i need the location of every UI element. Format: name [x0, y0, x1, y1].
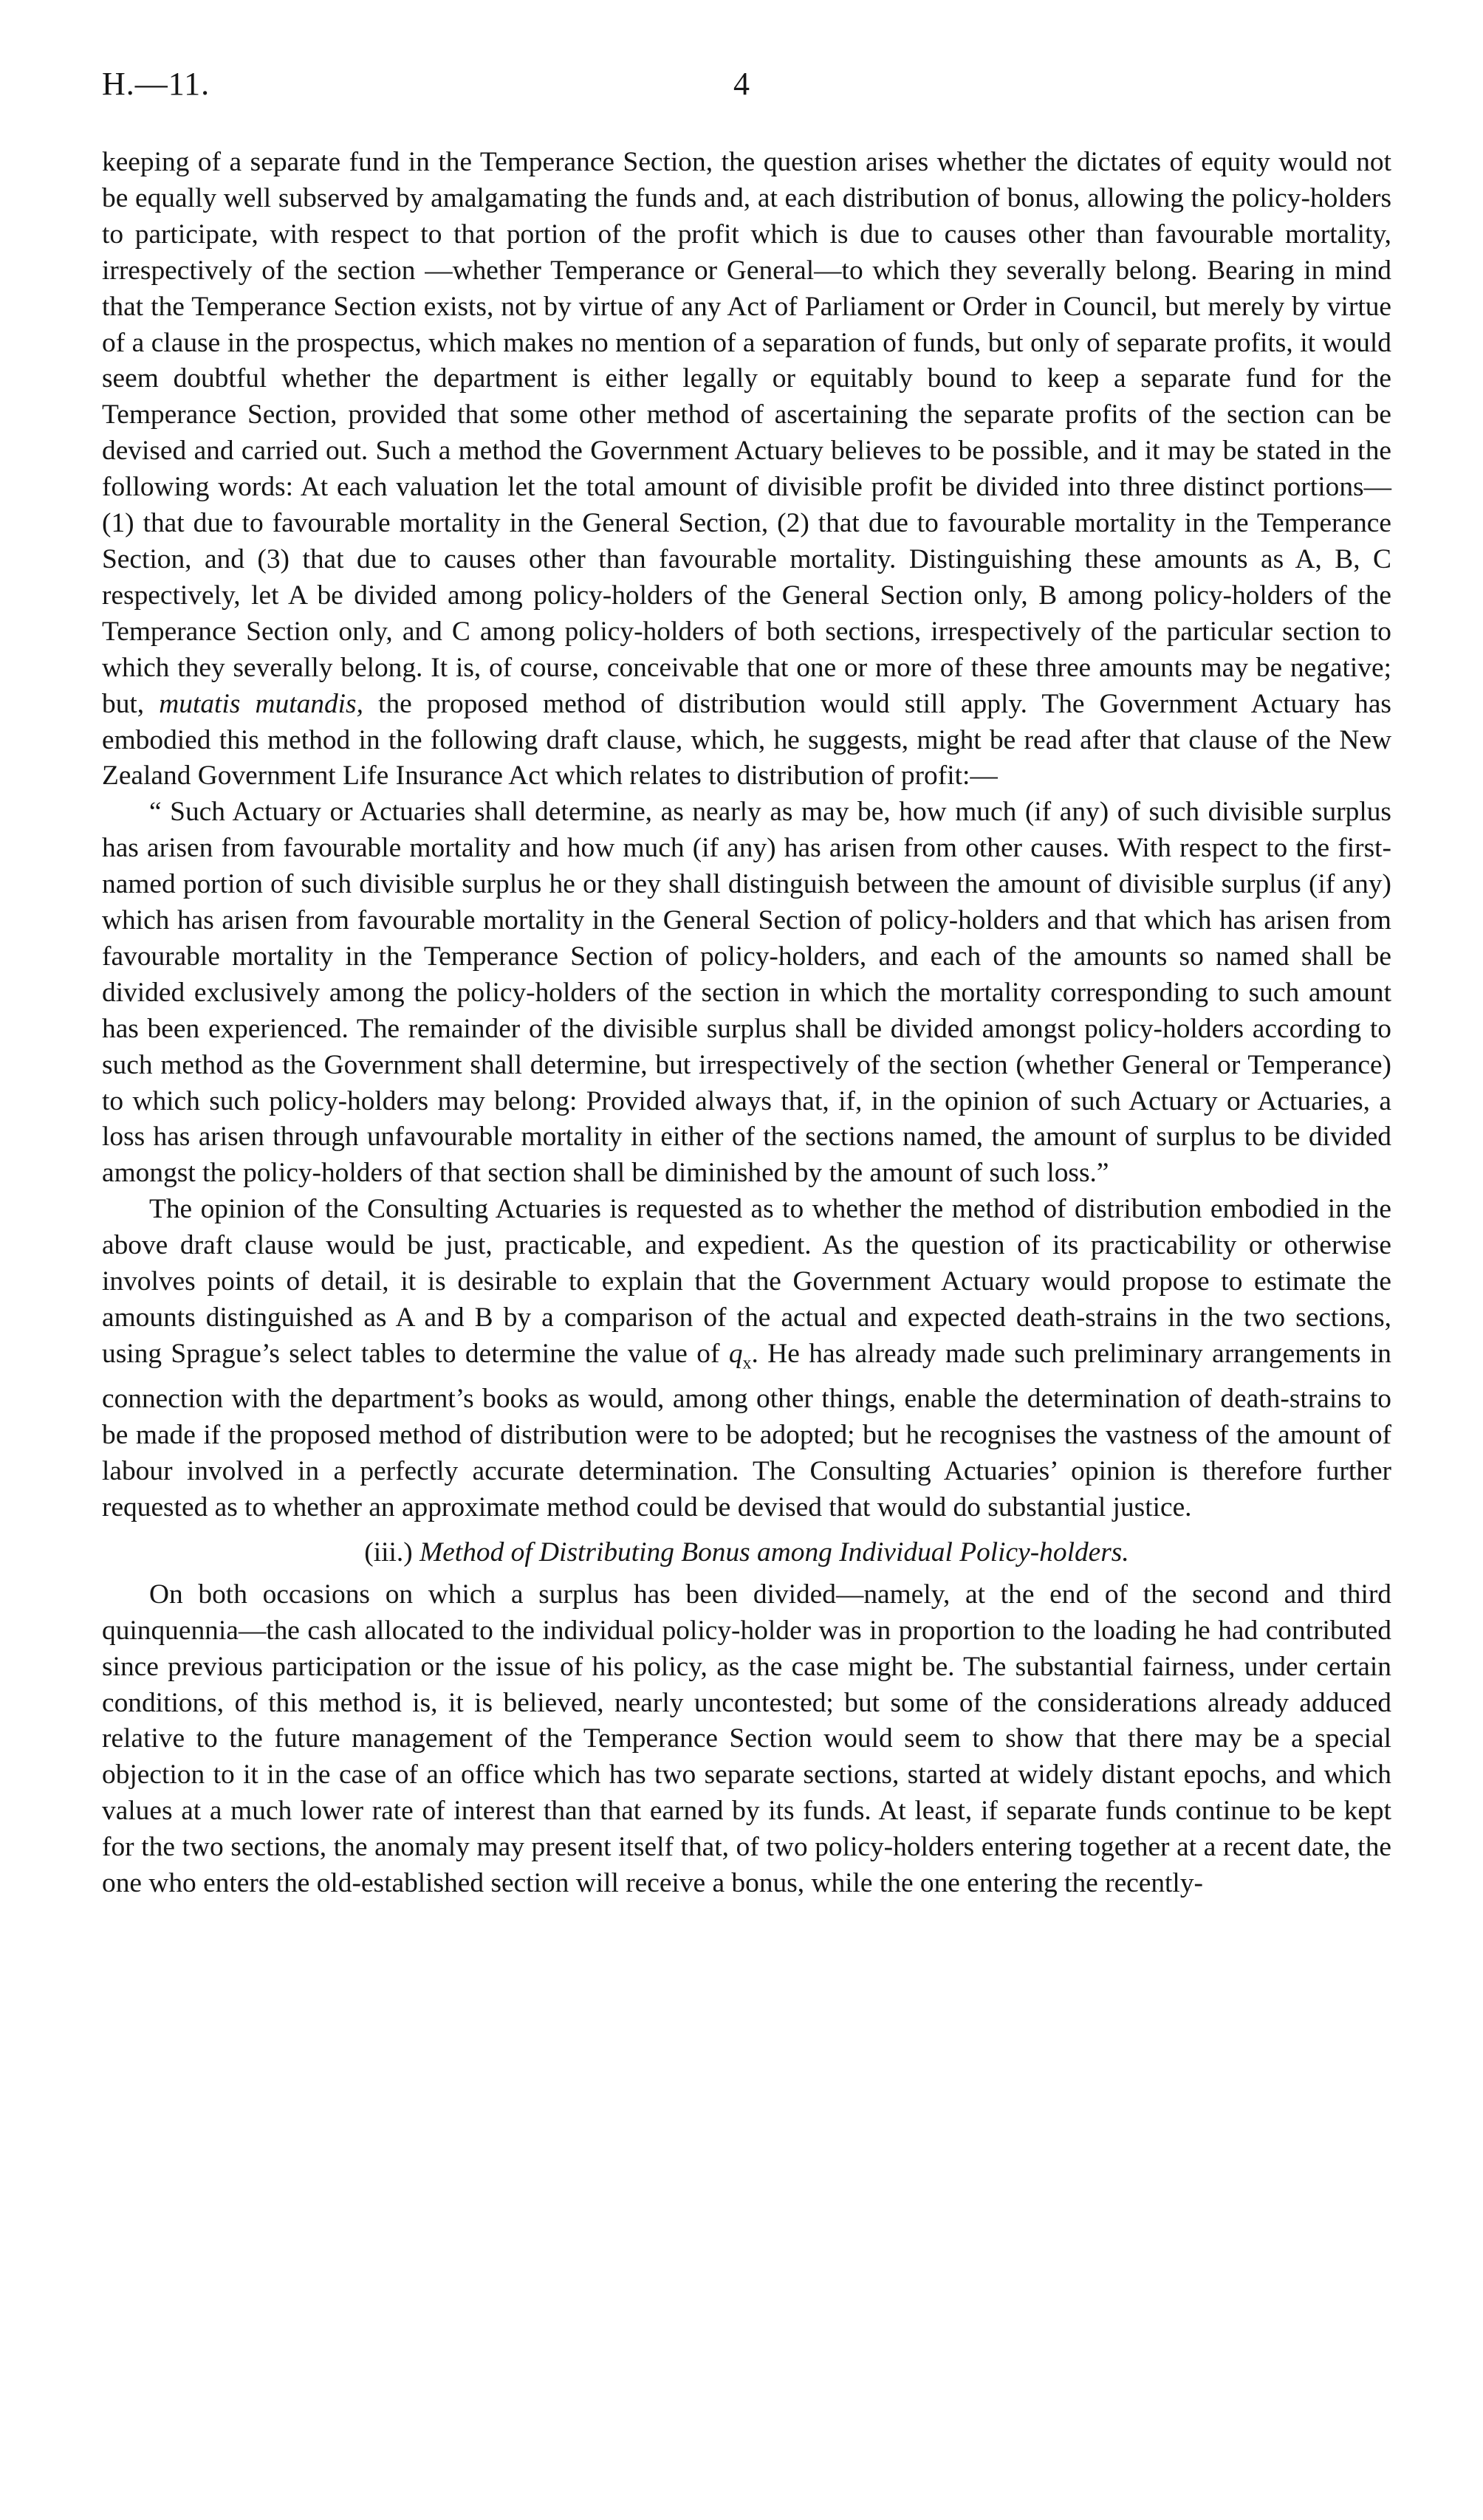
- page-number: 4: [733, 66, 750, 102]
- section-heading: [102, 1535, 1391, 1571]
- opinion-text-before: The opinion of the Consulting Actuaries is requested as to whether the method of distribution embodied in the above draft clause would be just, practicable, and expedient. As the question of its practicability or otherwise involves points of detail, it is desirable to explain that the Government Actuary would propose to estimate the amounts distinguished as A and B by a comparison of the actual and expected death-strains in the two sections, using Sprague’s select tables to determine the value of: [102, 1194, 1391, 1369]
- continued-paragraph: [102, 145, 1391, 794]
- paragraph-text-part-2: the proposed method of distribution would still apply. The Government Actuary has embodied this method in the following draft clause, which, he suggests, might be read after that clause of the New Zealand Government Life Insurance Act which relates to distribution of profit:—: [102, 688, 1391, 792]
- opinion-paragraph: [102, 1192, 1391, 1526]
- x-subscript: x: [742, 1353, 752, 1373]
- document-id: H.—11.: [102, 66, 210, 102]
- q-symbol: q: [728, 1338, 743, 1369]
- section-title: Method of Distributing Bonus among Individual Policy-holders.: [419, 1537, 1129, 1568]
- draft-clause-quote: “ Such Actuary or Actuaries shall determine, as nearly as may be, how much (if any) of such divisible surplus has arisen from favourable mortality and how much (if any) has arisen from other causes. With respect to the first-named portion of such divisible surplus he or they shall distinguish between the amount of divisible surplus (if any) which has arisen from favourable mortality in the General Section of policy-holders and that which has arisen from favourable mortality in the Temperance Section of policy-holders, and each of the amounts so named shall be divided exclusively among the policy-holders of the section in which the mortality corresponding to such amount has been experienced. The remainder of the divisible surplus shall be divided amongst policy-holders according to such method as the Government shall determine, but irrespectively of the section (whether General or Temperance) to which such policy-holders may belong: Provided always that, if, in the opinion of such Actuary or Actuaries, a loss has arisen through unfavourable mortality in either of the sections named, the amount of surplus to be divided amongst the policy-holders of that section shall be diminished by the amount of such loss.”: [102, 797, 1391, 1189]
- page-body: [102, 145, 1391, 1902]
- paragraph-text-part-1: keeping of a separate fund in the Temperance Section, the question arises whether the dictates of equity would not be equally well subserved by amalgamating the funds and, at each distribution of bonus, allowing the policy-holders to participate, with respect to that portion of the profit which is due to causes other than favourable mortality, irrespectively of the section —whether Temperance or General—to which they severally belong. Bearing in mind that the Temperance Section exists, not by virtue of any Act of Parliament or Order in Council, but merely by virtue of a clause in the prospectus, which makes no mention of a separation of funds, but only of separate profits, it would seem doubtful whether the department is either legally or equitably bound to keep a separate fund for the Temperance Section, provided that some other method of ascertaining the separate profits of the section can be devised and carried out. Such a method the Government Actuary believes to be possible, and it may be stated in the following words: At each valuation let the total amount of divisible profit be divided into three distinct portions—(1) that due to favourable mortality in the General Section, (2) that due to favourable mortality in the Temperance Section, and (3) that due to causes other than favourable mortality. Distinguishing these amounts as A, B, C respectively, let A be divided among policy-holders of the General Section only, B among policy-holders of the Temperance Section only, and C among policy-holders of both sections, irrespectively of the particular section to which they severally belong. It is, of course, conceivable that one or more of these three amounts may be negative; but,: [102, 147, 1391, 719]
- bonus-method-paragraph: On both occasions on which a surplus has been divided—namely, at the end of the second and third quinquennia—the cash allocated to the individual policy-holder was in proportion to the loading he had contributed since previous participation or the issue of his policy, as the case might be. The substantial fairness, under certain conditions, of this method is, it is believed, nearly uncontested; but some of the considerations already adduced relative to the future management of the Temperance Section would seem to show that there may be a special objection to it in the case of an office which has two separate sections, started at widely distant epochs, and which values at a much lower rate of interest than that earned by its funds. At least, if separate funds continue to be kept for the two sections, the anomaly may present itself that, of two policy-holders entering together at a recent date, the one who enters the old-established section will receive a bonus, while the one entering the recently-: [102, 1579, 1391, 1899]
- italic-phrase: mutatis mutandis,: [159, 688, 363, 719]
- opinion-text-after: . He has already made such preliminary arrangements in connection with the department’s books as would, among other things, enable the determination of death-strains to be made if the proposed method of distribution were to be adopted; but he recognises the vastness of the amount of labour involved in a perfectly accurate determination. The Consulting Actuaries’ opinion is therefore further requested as to whether an approximate method could be devised that would do substantial justice.: [102, 1338, 1391, 1522]
- section-number: (iii.): [364, 1537, 413, 1568]
- page-header: [102, 65, 1381, 109]
